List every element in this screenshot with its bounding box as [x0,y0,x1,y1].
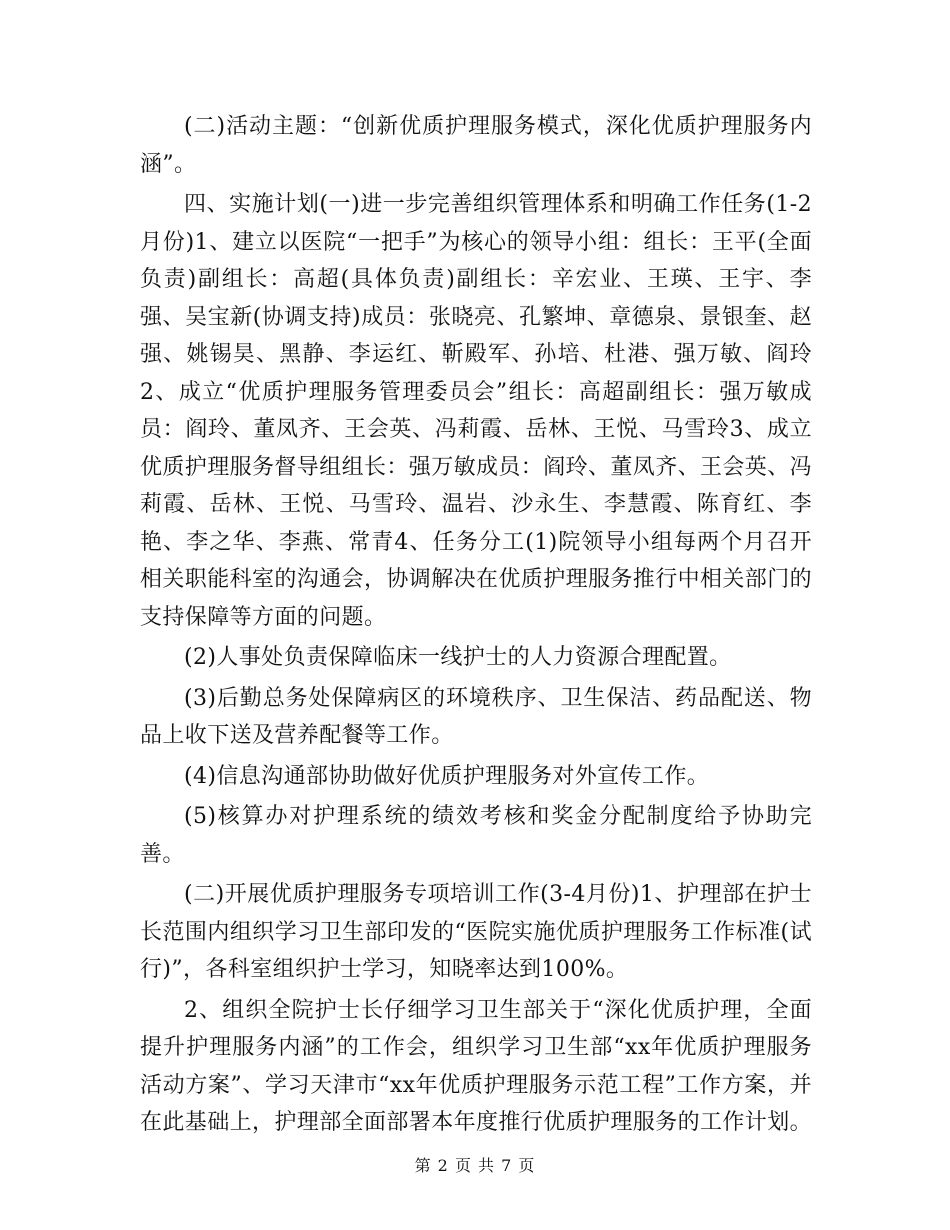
paragraph-activity-theme: (二)活动主题：“创新优质护理服务模式，深化优质护理服务内涵”。 [140,114,812,177]
paragraph-training-plan: (二)开展优质护理服务专项培训工作(3-4月份)1、护理部在护士长范围内组织学习卫生部印发的“医院实施优质护理服务工作标准(试行)”，各科室组织护士学习，知晓率达到100%。 [140,882,812,982]
paragraph-accounting-duty: (5)核算办对护理系统的绩效考核和奖金分配制度给予协助完善。 [140,804,812,867]
paragraph-info-duty: (4)信息沟通部协助做好优质护理服务对外宣传工作。 [184,763,710,789]
page-number-footer: 第 2 页 共 7 页 [414,1156,536,1175]
paragraph-logistics-duty: (3)后勤总务处保障病区的环境秩序、卫生保洁、药品配送、物品上收下送及营养配餐等工作。 [140,685,812,748]
paragraph-implementation-plan: 四、实施计划(一)进一步完善组织管理体系和明确工作任务(1-2月份)1、建立以医院“一把手”为核心的领导小组：组长：王平(全面负责)副组长：高超(具体负责)副组长：辛宏业、王瑛、王宇、李强、吴宝新(协调支持)成员：张晓亮、孔繁坤、章德泉、景银奎、赵强、姚锡昊、黑静、李运红、靳殿军、孙培、杜港、强万敏、阎玲2、成立“优质护理服务管理委员会”组长：高超副组长：强万敏成员：阎玲、董凤齐、王会英、冯莉霞、岳林、王悦、马雪玲3、成立优质护理服务督导组组长：强万敏成员：阎玲、董凤齐、王会英、冯莉霞、岳林、王悦、马雪玲、温岩、沙永生、李慧霞、陈育红、李艳、李之华、李燕、常青4、任务分工(1)院领导小组每两个月召开相关职能科室的沟通会，协调解决在优质护理服务推行中相关部门的支持保障等方面的问题。 [140,192,813,630]
paragraph-hr-duty: (2)人事处负责保障临床一线护士的人力资源合理配置。 [184,645,732,670]
document-body [140,108,812,1145]
paragraph-head-nurse-study: 2、组织全院护士长仔细学习卫生部关于“深化优质护理，全面提升护理服务内涵”的工作会，组织学习卫生部“xx年优质护理服务活动方案”、学习天津市“xx年优质护理服务示范工程”工作方案，并在此基础上，护理部全面部署本年度推行优质护理服务的工作计划。 [140,997,813,1135]
